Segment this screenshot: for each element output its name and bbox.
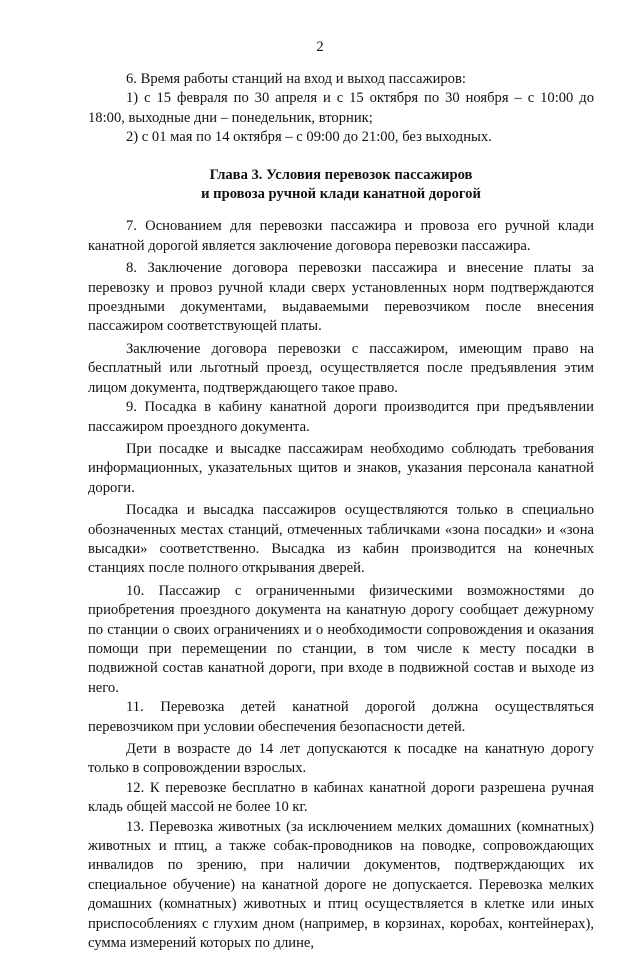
paragraph-10: 10. Пассажир с ограниченными физическими возможностями до приобретения проездного документа на канатную дорогу сообщает дежурному по станции о своих ограничениях и о необходимости сопровождения и оказания помощи при перемещении по станции, в том числе к месту посадки в подвижной состав канатной дороги, при входе в подвижной состав и выходе из него. — [88, 582, 594, 696]
section-6-item-1: 1) с 15 февраля по 30 апреля и с 15 октября по 30 ноября – с 10:00 до 18:00, выходные дни – понедельник, вторник; — [88, 90, 594, 126]
paragraph-9-continued: При посадке и высадке пассажирам необходимо соблюдать требования информационных, указательных щитов и знаков, указания персонала канатной дороги. — [88, 440, 594, 496]
chapter-heading — [88, 166, 594, 205]
paragraph-11: 11. Перевозка детей канатной дорогой должна осуществляться перевозчиком при условии обеспечения безопасности детей. — [88, 699, 594, 735]
page-number: 2 — [316, 39, 324, 55]
paragraph-9: 9. Посадка в кабину канатной дороги производится при предъявлении пассажиром проездного документа. — [88, 399, 594, 435]
paragraph-9-boarding: Посадка и высадка пассажиров осуществляются только в специально обозначенных местах станций, отмеченных табличками «зона посадки» и «зона высадки» соответственно. Высадка из кабин производится на конечных станциях после полного открывания дверей. — [88, 502, 594, 577]
paragraph-11-continued: Дети в возрасте до 14 лет допускаются к посадке на канатную дорогу только в сопровождении взрослых. — [88, 741, 594, 777]
chapter-title-line-2: и провоза ручной клади канатной дорогой — [201, 186, 481, 203]
paragraph-8-continued: Заключение договора перевозки с пассажиром, имеющим право на бесплатный или льготный проезд, осуществляется после предъявления этим лицом документа, подтверждающего такое право. — [88, 340, 594, 396]
paragraph-12: 12. К перевозке бесплатно в кабинах канатной дороги разрешена ручная кладь общей массой не более 10 кг. — [88, 779, 594, 816]
document-body — [88, 70, 594, 953]
section-6-title: 6. Время работы станций на вход и выход пассажиров: — [126, 71, 466, 87]
paragraph-8: 8. Заключение договора перевозки пассажира и внесение платы за перевозку и провоз ручной клади сверх установленных норм подтверждаются проездными документами, выдаваемыми перевозчиком после внесения пассажиром соответствующей платы. — [88, 260, 594, 335]
paragraph-13: 13. Перевозка животных (за исключением мелких домашних (комнатных) животных и птиц, а также собак-проводников на поводке, сопровождающих инвалидов по зрению, при наличии документов, подтверждающих их специальное обучение) на канатной дороге не допускается. Перевозка мелких домашних (комнатных) животных и птиц осуществляется в клетке или иных приспособлениях с глухим дном (например, в корзинах, коробах, контейнерах), сумма измерений которых по длине, — [88, 818, 594, 952]
section-6-item-2: 2) с 01 мая по 14 октября – с 09:00 до 21:00, без выходных. — [126, 129, 492, 146]
chapter-title-line-1: Глава 3. Условия перевозок пассажиров — [209, 166, 473, 183]
paragraph-7: 7. Основанием для перевозки пассажира и провоза его ручной клади канатной дорогой является заключение договора перевозки пассажира. — [88, 218, 594, 254]
